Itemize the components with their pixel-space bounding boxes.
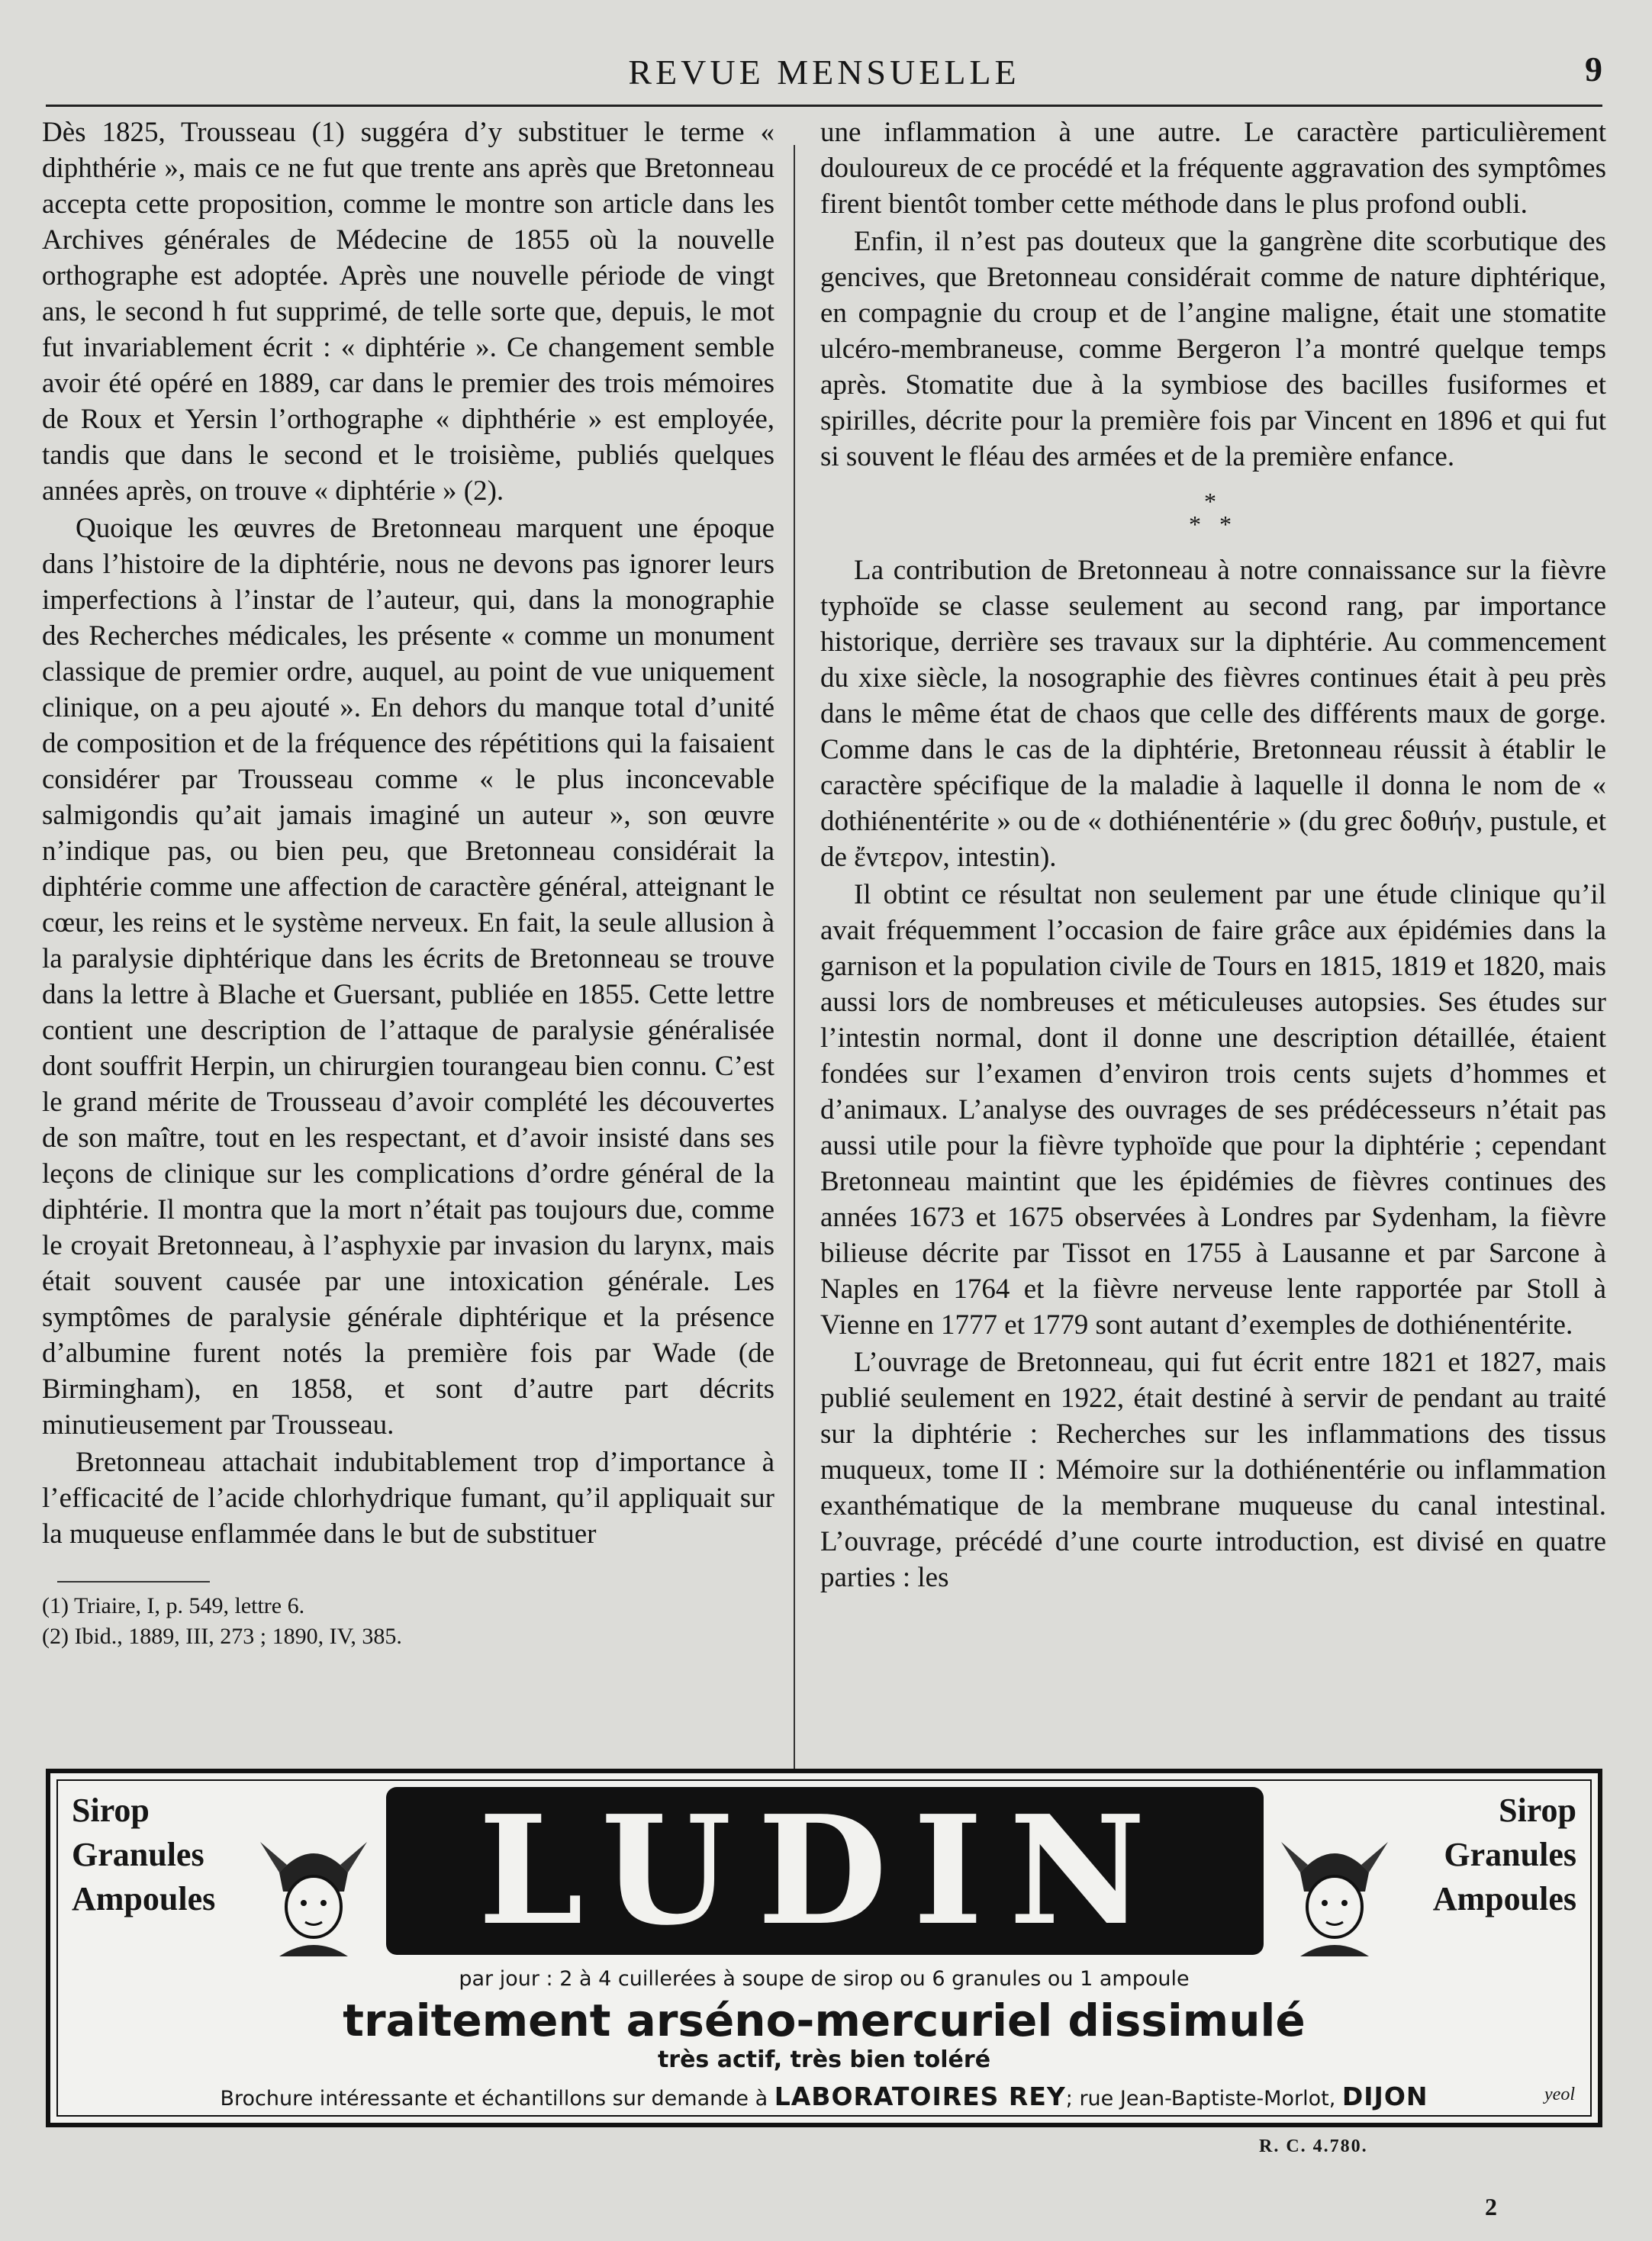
running-head bbox=[46, 46, 1602, 107]
right-column bbox=[820, 114, 1606, 1766]
ad-brochure-text: Brochure intéressante et échantillons sur demande à bbox=[220, 2087, 768, 2111]
ad-brochure-line bbox=[50, 2082, 1598, 2111]
ad-form-label: Ampoules bbox=[72, 1880, 216, 1917]
header-rule bbox=[46, 105, 1602, 107]
footnote: (1) Triaire, I, p. 549, lettre 6. bbox=[42, 1593, 305, 1618]
footnote: (2) Ibid., 1889, III, 273 ; 1890, IV, 385. bbox=[42, 1624, 402, 1649]
ad-brand-name: LUDIN bbox=[386, 1787, 1264, 1955]
paragraph: La contribution de Bretonneau à notre connaissance sur la fièvre typhoïde se classe seulement au second rang, par importance historique, derrière ses travaux sur la diphtérie. Au commencement du xixe siècle, la nosographie des fièvres continues était à peu près dans le même état de chaos que celle des différents maux de gorge. Comme dans le cas de la diphtérie, Bretonneau réussit à établir le caractère spécifique de la maladie à laquelle il donna le nom de « dothiénentérite » ou de « dothiénentérie » (du grec δοθιήν, pustule, et de ἔντερον, intestin). bbox=[820, 555, 1606, 873]
sheet-folio: 2 bbox=[1485, 2193, 1497, 2220]
footnote-rule bbox=[57, 1581, 210, 1583]
ad-registration-ref: R. C. 4.780. bbox=[1259, 2136, 1368, 2156]
ad-form-label: Ampoules bbox=[1432, 1880, 1576, 1917]
page-number: 9 bbox=[1585, 50, 1602, 89]
left-column bbox=[42, 114, 774, 1766]
ad-tolerance-line: très actif, très bien toléré bbox=[657, 2046, 991, 2073]
ad-forms-right bbox=[1433, 1789, 1576, 1921]
ad-dosage: par jour : 2 à 4 cuillerées à soupe de sirop ou 6 granules ou 1 ampoule bbox=[459, 1967, 1190, 1991]
section-asterism: * * * bbox=[1189, 488, 1238, 538]
ad-treatment-line: traitement arséno-mercuriel dissimulé bbox=[343, 1995, 1306, 2046]
ludin-advertisement bbox=[46, 1769, 1602, 2127]
paragraph: Il obtint ce résultat non seulement par une étude clinique qu’il avait fréquemment l’occasion de faire grâce aux épidémies dans la garnison et la population civile de Tours en 1815, 1819 et 1820, mais aussi lors de nombreuses et méticuleuses autopsies. Ses études sur l’intestin normal, dont il donne une description détaillée, étaient fondées sur l’examen d’environ trois cents sujets d’hommes et d’animaux. L’analyse des ouvrages de ses prédécesseurs n’était pas aussi utile pour la fièvre typhoïde que pour la diphtérie ; cependant Bretonneau maintint que les épidémies de fièvres continues des années 1673 et 1675 observées à Londres par Sydenham, la fièvre bilieuse décrite par Tissot en 1755 à Lausanne et par Sarcone à Naples en 1764 et la fièvre nerveuse lente rapportée par Stoll à Vienne en 1777 et 1779 sont autant d’exemples de dothiénentérite. bbox=[820, 879, 1606, 1341]
paragraph: Enfin, il n’est pas douteux que la gangrène dite scorbutique des gencives, que Bretonneau considérait comme de nature diphtérique, en compagnie du croup et de l’angine maligne, était une stomatite ulcéro-membraneuse, comme Bergeron l’a montré quelque temps après. Stomatite due à la symbiose des bacilles fusiformes et spirilles, décrite pour la première fois par Vincent en 1896 et qui fut si souvent le fléau des armées et de la première enfance. bbox=[820, 226, 1606, 472]
ad-address: ; rue Jean-Baptiste-Morlot, bbox=[1065, 2087, 1336, 2111]
paragraph: L’ouvrage de Bretonneau, qui fut écrit entre 1821 et 1827, mais publié seulement en 1922, était destiné à servir de pendant au traité sur la diphtérie : Recherches sur les inflammations des tissus muqueux, tome II : Mémoire sur la dothiénentérie ou inflammation exanthématique de la membrane muqueuse du canal intestinal. L’ouvrage, précédé d’une courte introduction, est divisé en quatre parties : les bbox=[820, 1347, 1606, 1593]
paragraph: Bretonneau attachait indubitablement trop d’importance à l’efficacité de l’acide chlorhydrique fumant, qu’il appliquait sur la muqueuse enflammée dans le but de substituer bbox=[42, 1447, 774, 1550]
mercury-figure-icon bbox=[256, 1819, 371, 1956]
ad-artist-signature: yeol bbox=[1544, 2085, 1575, 2104]
ad-form-label: Granules bbox=[1444, 1836, 1576, 1873]
paragraph: Quoique les œuvres de Bretonneau marquent une époque dans l’histoire de la diphtérie, nous ne devons pas ignorer leurs imperfections à l’instar de l’auteur, qui, dans la monographie des Recherches médicales, les présente « comme un monument classique de premier ordre, auquel, au point de vue uniquement clinique, on a peu ajouté ». En dehors du manque total d’unité de composition et de la fréquence des répétitions qui la faisaient considérer par Trousseau comme « le plus inconcevable salmigondis qu’ait jamais imaginé un auteur », son œuvre n’indique pas, ou bien peu, que Bretonneau considérait la diphtérie comme une affection de caractère général, atteignant le cœur, les reins et le système nerveux. En fait, la seule allusion à la paralysie diphtérique dans les écrits de Bretonneau se trouve dans la lettre à Blache et Guersant, publiée en 1855. Cette lettre contient une description de l’attaque de paralysie généralisée dont souffrit Herpin, un chirurgien tourangeau bien connu. C’est le grand mérite de Trousseau d’avoir complété les découvertes de son maître, tout en les respectant, et d’avoir insisté dans ses leçons de clinique sur les complications d’ordre général de la diphtérie. Il montra que la mort n’était pas toujours due, comme le croyait Bretonneau, à l’asphyxie par invasion du larynx, mais était souvent causée par une intoxication générale. Les symptômes de paralysie générale diphtérique et la présence d’albumine furent notés la première fois par Wade (de Birmingham), en 1858, et sont d’autre part décrits minutieusement par Trousseau. bbox=[42, 513, 774, 1441]
ad-laboratory-name: LABORATOIRES REY bbox=[774, 2082, 1066, 2111]
column-divider bbox=[794, 145, 795, 1778]
ad-forms-left bbox=[72, 1789, 215, 1921]
paragraph: une inflammation à une autre. Le caractère particulièrement douloureux de ce procédé et la fréquente aggravation des symptômes firent bientôt tomber cette méthode dans le plus profond oubli. bbox=[820, 117, 1606, 220]
journal-title: REVUE MENSUELLE bbox=[628, 53, 1020, 92]
ad-form-label: Sirop bbox=[72, 1792, 150, 1829]
ad-form-label: Sirop bbox=[1499, 1792, 1576, 1829]
ad-city: DIJON bbox=[1341, 2082, 1428, 2111]
paragraph: Dès 1825, Trousseau (1) suggéra d’y substituer le terme « diphthérie », mais ce ne fut que trente ans après que Bretonneau accepta cette proposition, comme le montre son article dans les Archives générales de Médecine de 1855 où la nouvelle orthographe est adoptée. Après une nouvelle période de vingt ans, le second h fut supprimé, de telle sorte que, depuis, le mot fut invariablement écrit : « diphtérie ». Ce changement semble avoir été opéré en 1889, car dans le premier des trois mémoires de Roux et Yersin l’orthographe « diphthérie » est employée, tandis que dans le second et le troisième, publiés quelques années après, on trouve « diphtérie » (2). bbox=[42, 117, 774, 507]
mercury-figure-icon bbox=[1277, 1819, 1392, 1956]
ad-form-label: Granules bbox=[72, 1836, 204, 1873]
